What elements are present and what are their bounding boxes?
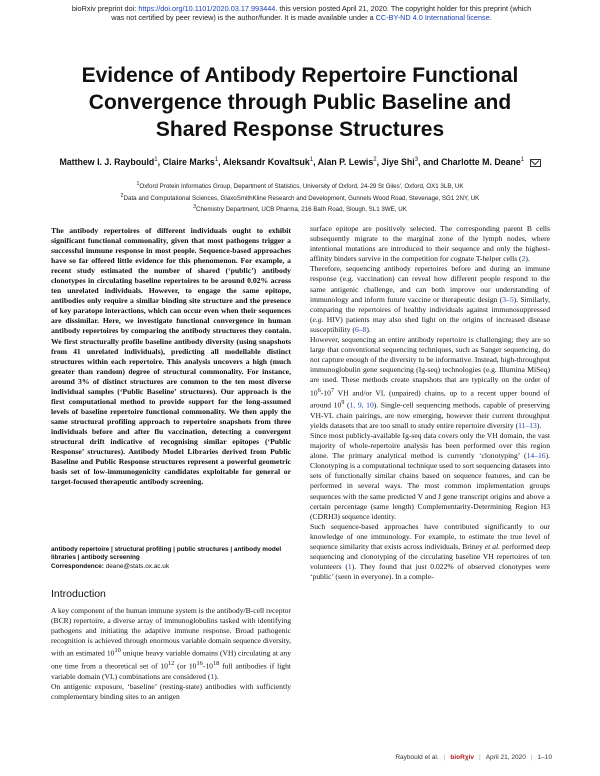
biorxiv-logo: bioRχiv [450,754,474,761]
paper-title: Evidence of Antibody Repertoire Functional Convergence through Public Baseline and Shared Response Structures [81,64,519,141]
correspondence: Correspondence: deane@stats.ox.ac.uk [51,563,170,570]
citation-link[interactable]: 11–13 [518,420,537,430]
author: and Charlotte M. Deane$^1$ [422,157,525,167]
page-footer: Raybould et al. | bioRχiv | April 21, 2020 | 1–10 [395,754,552,761]
envelope-icon [530,159,541,167]
right-column-text: surface epitope are positively selected. The corresponding parent B cells subsequently migrate to the marginal zone of the lymph nodes, where intentional mutations are introduced to their sequence and only the highest-affinity binders survive in the competition for cognate T-helper cells (2). Therefore, sequencing antibody repertoires before and during an immune response (e.g. vaccination) can reveal how different people respond to the same antigenic challenge, and can both improve our understanding of immunology and inform future vaccine or therapeutic design (3–5). Similarly, comparing the repertoires of healthy individuals against immunosuppressed (e.g. HIV) patients may also shed light on the origins of increased disease susceptibility (6–8). However, sequencing an entire antibody repertoire is challenging; they are so large that conventional sequencing techniques, such as Sanger sequencing, do not capture enough of the diversity to be informative. Instead, high-throughput immunoglobulin gene sequencing (Ig-seq) technologies (e.g. Illumina MiSeq) are used. These methods create snapshots that are typically on the order of $10^6-10^7$ VH and/or VL (unpaired) chains, up to a recent upper bound of around $10^9$ (1, 9, 10). Single-cell sequencing methods, capable of preserving VH-VL chain pairings, are now emerging, however their current throughput yields datasets that are too small to study entire repertoire diversity (11–13). Since most publicly-available Ig-seq data covers only the VH domain, the vast majority of whole-repertoire analysis has been performed over this region alone. The primary analytical method is currently ‘clonotyping’ (14–16). Clonotyping is a computational technique used to sort sequencing datasets into sets of functionally similar chains based on sequence features, and can be performed in several ways. The most common implementation groups sequences with the same predicted V and J gene transcript origins and above a certain percentage (same length) Complementarity-Determining Region H3 (CDRH3) sequence identity. Such sequence-based approaches have contributed significantly to our knowledge of one immunology. For example, to estimate the true level of sequence similarity that exists across individuals, Briney et al. performed deep sequencing and clonotyping of the circulating baseline VH repertoires of ten volunteers (1). They found that just 0.022% of observed clonotypes were ‘public’ (seen in everyone). In a comple- [310,224,551,582]
preprint-notice: bioRxiv preprint doi: https://doi.org/10.1101/2020.03.17.993444. this version posted April 21, 2020. The copyright holder for this preprint (which was not certified by peer review) is the author/funder. It is made available under a CC-BY-ND 4.0 International license. [71,4,532,22]
doi-link[interactable]: https://doi.org/10.1101/2020.03.17.993444 [138,4,276,13]
license-link[interactable]: CC-BY-ND 4.0 International license [375,13,490,22]
keywords: antibody repertoire | structural profiling | public structures | antibody model libraries | antibody screening [51,546,282,562]
author: Alan P. Lewis$^2$ [317,157,377,167]
author: Aleksandr Kovaltsuk$^1$ [222,157,314,167]
affiliations: $^1$Oxford Protein Informatics Group, Department of Statistics, University of Oxford, 24-29 St Giles', Oxford, OX1 3LB, UK $^2$Data and Computational Sciences, GlaxoSmithKline Research and Development, Gunnels Wood Road, Stevenage, SG1 2NY, UK $^3$Chemistry Department, UCB Pharma, 216 Bath Road, Slough, SL1 3WE, UK [120,181,480,214]
section-heading-introduction: Introduction [51,588,106,600]
author: Jiye Shi$^3$ [381,157,419,167]
citation-link[interactable]: 1 [347,562,352,572]
citation-link[interactable]: 1, 9, 10 [349,400,374,410]
citation-link[interactable]: 2 [521,254,526,264]
abstract: The antibody repertoires of different individuals ought to exhibit significant functional commonality, given that most pathogens trigger a successful immune response in most people. Sequence-based approaches have so far offered little evidence for this phenomenon. For example, a recent study estimated the number of shared (‘public’) antibody clonotypes in circulating baseline repertoires to be around 0.02% across ten unrelated individuals. However, to engage the same epitope, antibodies only require a similar binding site structure and the presence of key paratope interactions, which can occur even when their sequences are dissimilar. Here, we investigate functional convergence in human antibody repertoires by comparing the antibody structures they contain. We first structurally profile baseline antibody diversity (using snapshots from 41 unrelated individuals), predicting all modellable distinct structures within each repertoire. This analysis uncovers a high (much greater than random) degree of structural commonality. For instance, around 3% of distinct structures are common to the ten most diverse individual samples (‘Public Baseline’ structures). Our approach is the first computational method to provide support for the long-assumed levels of baseline repertoire functional commonality. We then apply the same structural profiling approach to repertoire snapshots from three individuals before and after flu vaccination, detecting a convergent structural drift indicative of recognising similar epitopes (‘Public Response’ structures). Antibody Model Libraries derived from Public Baseline and Public Response structures represent a powerful geometric basis set of low-immunogenicity candidates exploitable for general or target-focused therapeutic antibody screening. [51,226,291,487]
author-list: Matthew I. J. Raybould$^1$, Claire Marks$^1$, Aleksandr Kovaltsuk$^1$, Alan P. Lewis$^2$, Jiye Shi$^3$, and Charlotte M. Deane$^1$ [20,157,580,167]
correspondence-email[interactable]: deane@stats.ox.ac.uk [105,563,170,570]
citation-link[interactable]: 14–16 [526,451,546,461]
introduction-text: A key component of the human immune system is the antibody/B-cell receptor (BCR) repertoire, a diverse array of immunoglobulins tasked with identifying pathogens and initiating the adaptive immune response. Broad pathogenic recognition is achieved through enormous variable domain sequence diversity, with an estimated $10^{10}$ unique heavy variable domains (VH) circulating at any one time from a theoretical set of $10^{12}$ (or $10^{16}-10^{18}$ full antibodies if light variable domain (VL) combinations are considered (1). On antigenic exposure, ‘baseline’ (resting-state) antibodies with sufficiently complementary binding sites to an antigen [51,606,292,701]
citation-link[interactable]: 1 [210,671,215,681]
citation-link[interactable]: 6–8 [354,324,367,334]
author: Claire Marks$^1$ [162,157,219,167]
author: Matthew I. J. Raybould$^1$ [59,157,158,167]
citation-link[interactable]: 3–5 [502,294,514,304]
